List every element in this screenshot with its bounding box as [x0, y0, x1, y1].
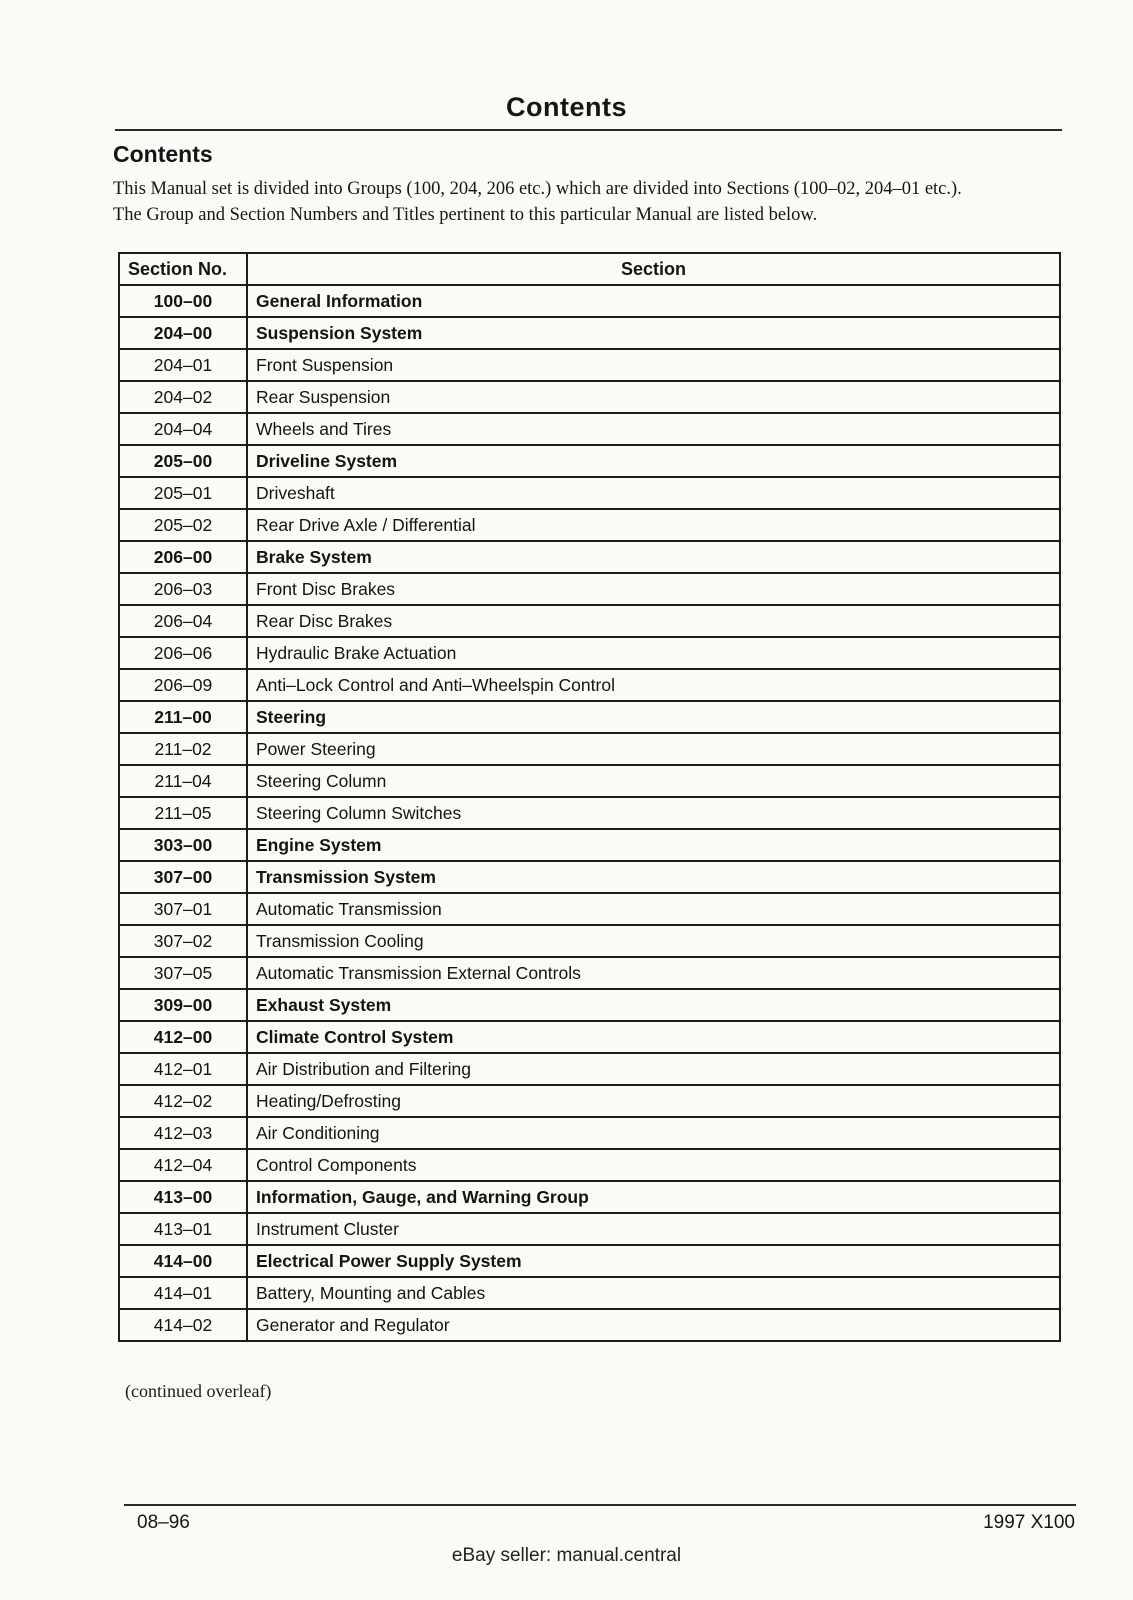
- table-row: [119, 797, 1060, 829]
- continued-note: (continued overleaf): [125, 1381, 272, 1401]
- section-title-cell: Exhaust System: [247, 989, 1060, 1021]
- section-number-cell: 414–00: [119, 1245, 247, 1277]
- table-header-row: [119, 253, 1060, 285]
- section-title-cell: Air Conditioning: [247, 1117, 1060, 1149]
- section-title-cell: Automatic Transmission External Controls: [247, 957, 1060, 989]
- section-title-cell: Generator and Regulator: [247, 1309, 1060, 1341]
- section-title-cell: Hydraulic Brake Actuation: [247, 637, 1060, 669]
- section-title-cell: Anti–Lock Control and Anti–Wheelspin Control: [247, 669, 1060, 701]
- table-row: [119, 1117, 1060, 1149]
- table-row: [119, 1181, 1060, 1213]
- intro-paragraph: [113, 177, 1073, 228]
- table-row: [119, 861, 1060, 893]
- section-number-cell: 205–01: [119, 477, 247, 509]
- table-row: [119, 733, 1060, 765]
- section-title-cell: Driveshaft: [247, 477, 1060, 509]
- section-title-cell: Air Distribution and Filtering: [247, 1053, 1060, 1085]
- column-header-section-no: Section No.: [119, 253, 247, 285]
- table-row: [119, 637, 1060, 669]
- footer-date: 08–96: [137, 1512, 190, 1533]
- table-row: [119, 477, 1060, 509]
- section-title-cell: Steering Column Switches: [247, 797, 1060, 829]
- table-row: [119, 765, 1060, 797]
- table-row: [119, 1149, 1060, 1181]
- table-row: [119, 1053, 1060, 1085]
- section-title-cell: Transmission Cooling: [247, 925, 1060, 957]
- section-number-cell: 206–00: [119, 541, 247, 573]
- section-number-cell: 204–02: [119, 381, 247, 413]
- section-title-cell: Instrument Cluster: [247, 1213, 1060, 1245]
- table-row: [119, 445, 1060, 477]
- section-number-cell: 100–00: [119, 285, 247, 317]
- table-row: [119, 349, 1060, 381]
- section-title-cell: Steering: [247, 701, 1060, 733]
- section-number-cell: 205–02: [119, 509, 247, 541]
- section-number-cell: 205–00: [119, 445, 247, 477]
- table-row: [119, 669, 1060, 701]
- seller-watermark: eBay seller: manual.central: [451, 1545, 682, 1566]
- section-title-cell: Steering Column: [247, 765, 1060, 797]
- section-number-cell: 413–01: [119, 1213, 247, 1245]
- footer-rule: [124, 1504, 1076, 1506]
- table-row: [119, 829, 1060, 861]
- section-title-cell: Information, Gauge, and Warning Group: [247, 1181, 1060, 1213]
- table-row: [119, 381, 1060, 413]
- section-number-cell: 206–06: [119, 637, 247, 669]
- table-row: [119, 1085, 1060, 1117]
- section-title-cell: Automatic Transmission: [247, 893, 1060, 925]
- section-number-cell: 412–02: [119, 1085, 247, 1117]
- intro-line-2: The Group and Section Numbers and Titles pertinent to this particular Manual are listed below.: [113, 204, 818, 225]
- table-row: [119, 509, 1060, 541]
- section-title-cell: Electrical Power Supply System: [247, 1245, 1060, 1277]
- section-number-cell: 206–03: [119, 573, 247, 605]
- table-row: [119, 1245, 1060, 1277]
- contents-table-body: [119, 285, 1060, 1341]
- table-row: [119, 989, 1060, 1021]
- table-row: [119, 1213, 1060, 1245]
- table-row: [119, 317, 1060, 349]
- section-number-cell: 307–01: [119, 893, 247, 925]
- section-number-cell: 412–01: [119, 1053, 247, 1085]
- section-number-cell: 211–04: [119, 765, 247, 797]
- table-row: [119, 957, 1060, 989]
- section-number-cell: 307–05: [119, 957, 247, 989]
- section-title-cell: Driveline System: [247, 445, 1060, 477]
- running-header-title: Contents: [506, 92, 627, 122]
- section-title-cell: Suspension System: [247, 317, 1060, 349]
- section-number-cell: 211–02: [119, 733, 247, 765]
- section-title-cell: Climate Control System: [247, 1021, 1060, 1053]
- column-header-section: Section: [247, 253, 1060, 285]
- section-title-cell: General Information: [247, 285, 1060, 317]
- section-number-cell: 413–00: [119, 1181, 247, 1213]
- section-number-cell: 309–00: [119, 989, 247, 1021]
- table-row: [119, 1309, 1060, 1341]
- section-title-cell: Rear Drive Axle / Differential: [247, 509, 1060, 541]
- section-title-cell: Heating/Defrosting: [247, 1085, 1060, 1117]
- section-title-cell: Front Disc Brakes: [247, 573, 1060, 605]
- page-title: Contents: [113, 141, 213, 167]
- table-row: [119, 701, 1060, 733]
- table-row: [119, 1021, 1060, 1053]
- section-title-cell: Wheels and Tires: [247, 413, 1060, 445]
- section-number-cell: 204–04: [119, 413, 247, 445]
- table-row: [119, 541, 1060, 573]
- header-rule: [115, 129, 1062, 131]
- section-number-cell: 204–01: [119, 349, 247, 381]
- section-number-cell: 206–09: [119, 669, 247, 701]
- section-title-cell: Transmission System: [247, 861, 1060, 893]
- section-number-cell: 206–04: [119, 605, 247, 637]
- section-title-cell: Battery, Mounting and Cables: [247, 1277, 1060, 1309]
- table-row: [119, 573, 1060, 605]
- contents-table: [118, 252, 1061, 1342]
- table-row: [119, 605, 1060, 637]
- table-row: [119, 925, 1060, 957]
- section-number-cell: 303–00: [119, 829, 247, 861]
- section-number-cell: 412–00: [119, 1021, 247, 1053]
- section-number-cell: 307–02: [119, 925, 247, 957]
- intro-line-1: This Manual set is divided into Groups (100, 204, 206 etc.) which are divided into Sections (100–02, 204–01 etc.).: [113, 179, 962, 199]
- section-number-cell: 412–04: [119, 1149, 247, 1181]
- table-row: [119, 285, 1060, 317]
- section-title-cell: Brake System: [247, 541, 1060, 573]
- section-title-cell: Rear Suspension: [247, 381, 1060, 413]
- table-row: [119, 413, 1060, 445]
- section-title-cell: Rear Disc Brakes: [247, 605, 1060, 637]
- section-title-cell: Power Steering: [247, 733, 1060, 765]
- section-title-cell: Control Components: [247, 1149, 1060, 1181]
- section-number-cell: 204–00: [119, 317, 247, 349]
- footer-model: 1997 X100: [983, 1512, 1075, 1533]
- section-number-cell: 211–05: [119, 797, 247, 829]
- section-number-cell: 412–03: [119, 1117, 247, 1149]
- section-number-cell: 414–02: [119, 1309, 247, 1341]
- section-title-cell: Engine System: [247, 829, 1060, 861]
- section-number-cell: 307–00: [119, 861, 247, 893]
- section-number-cell: 211–00: [119, 701, 247, 733]
- section-number-cell: 414–01: [119, 1277, 247, 1309]
- table-row: [119, 893, 1060, 925]
- section-title-cell: Front Suspension: [247, 349, 1060, 381]
- table-row: [119, 1277, 1060, 1309]
